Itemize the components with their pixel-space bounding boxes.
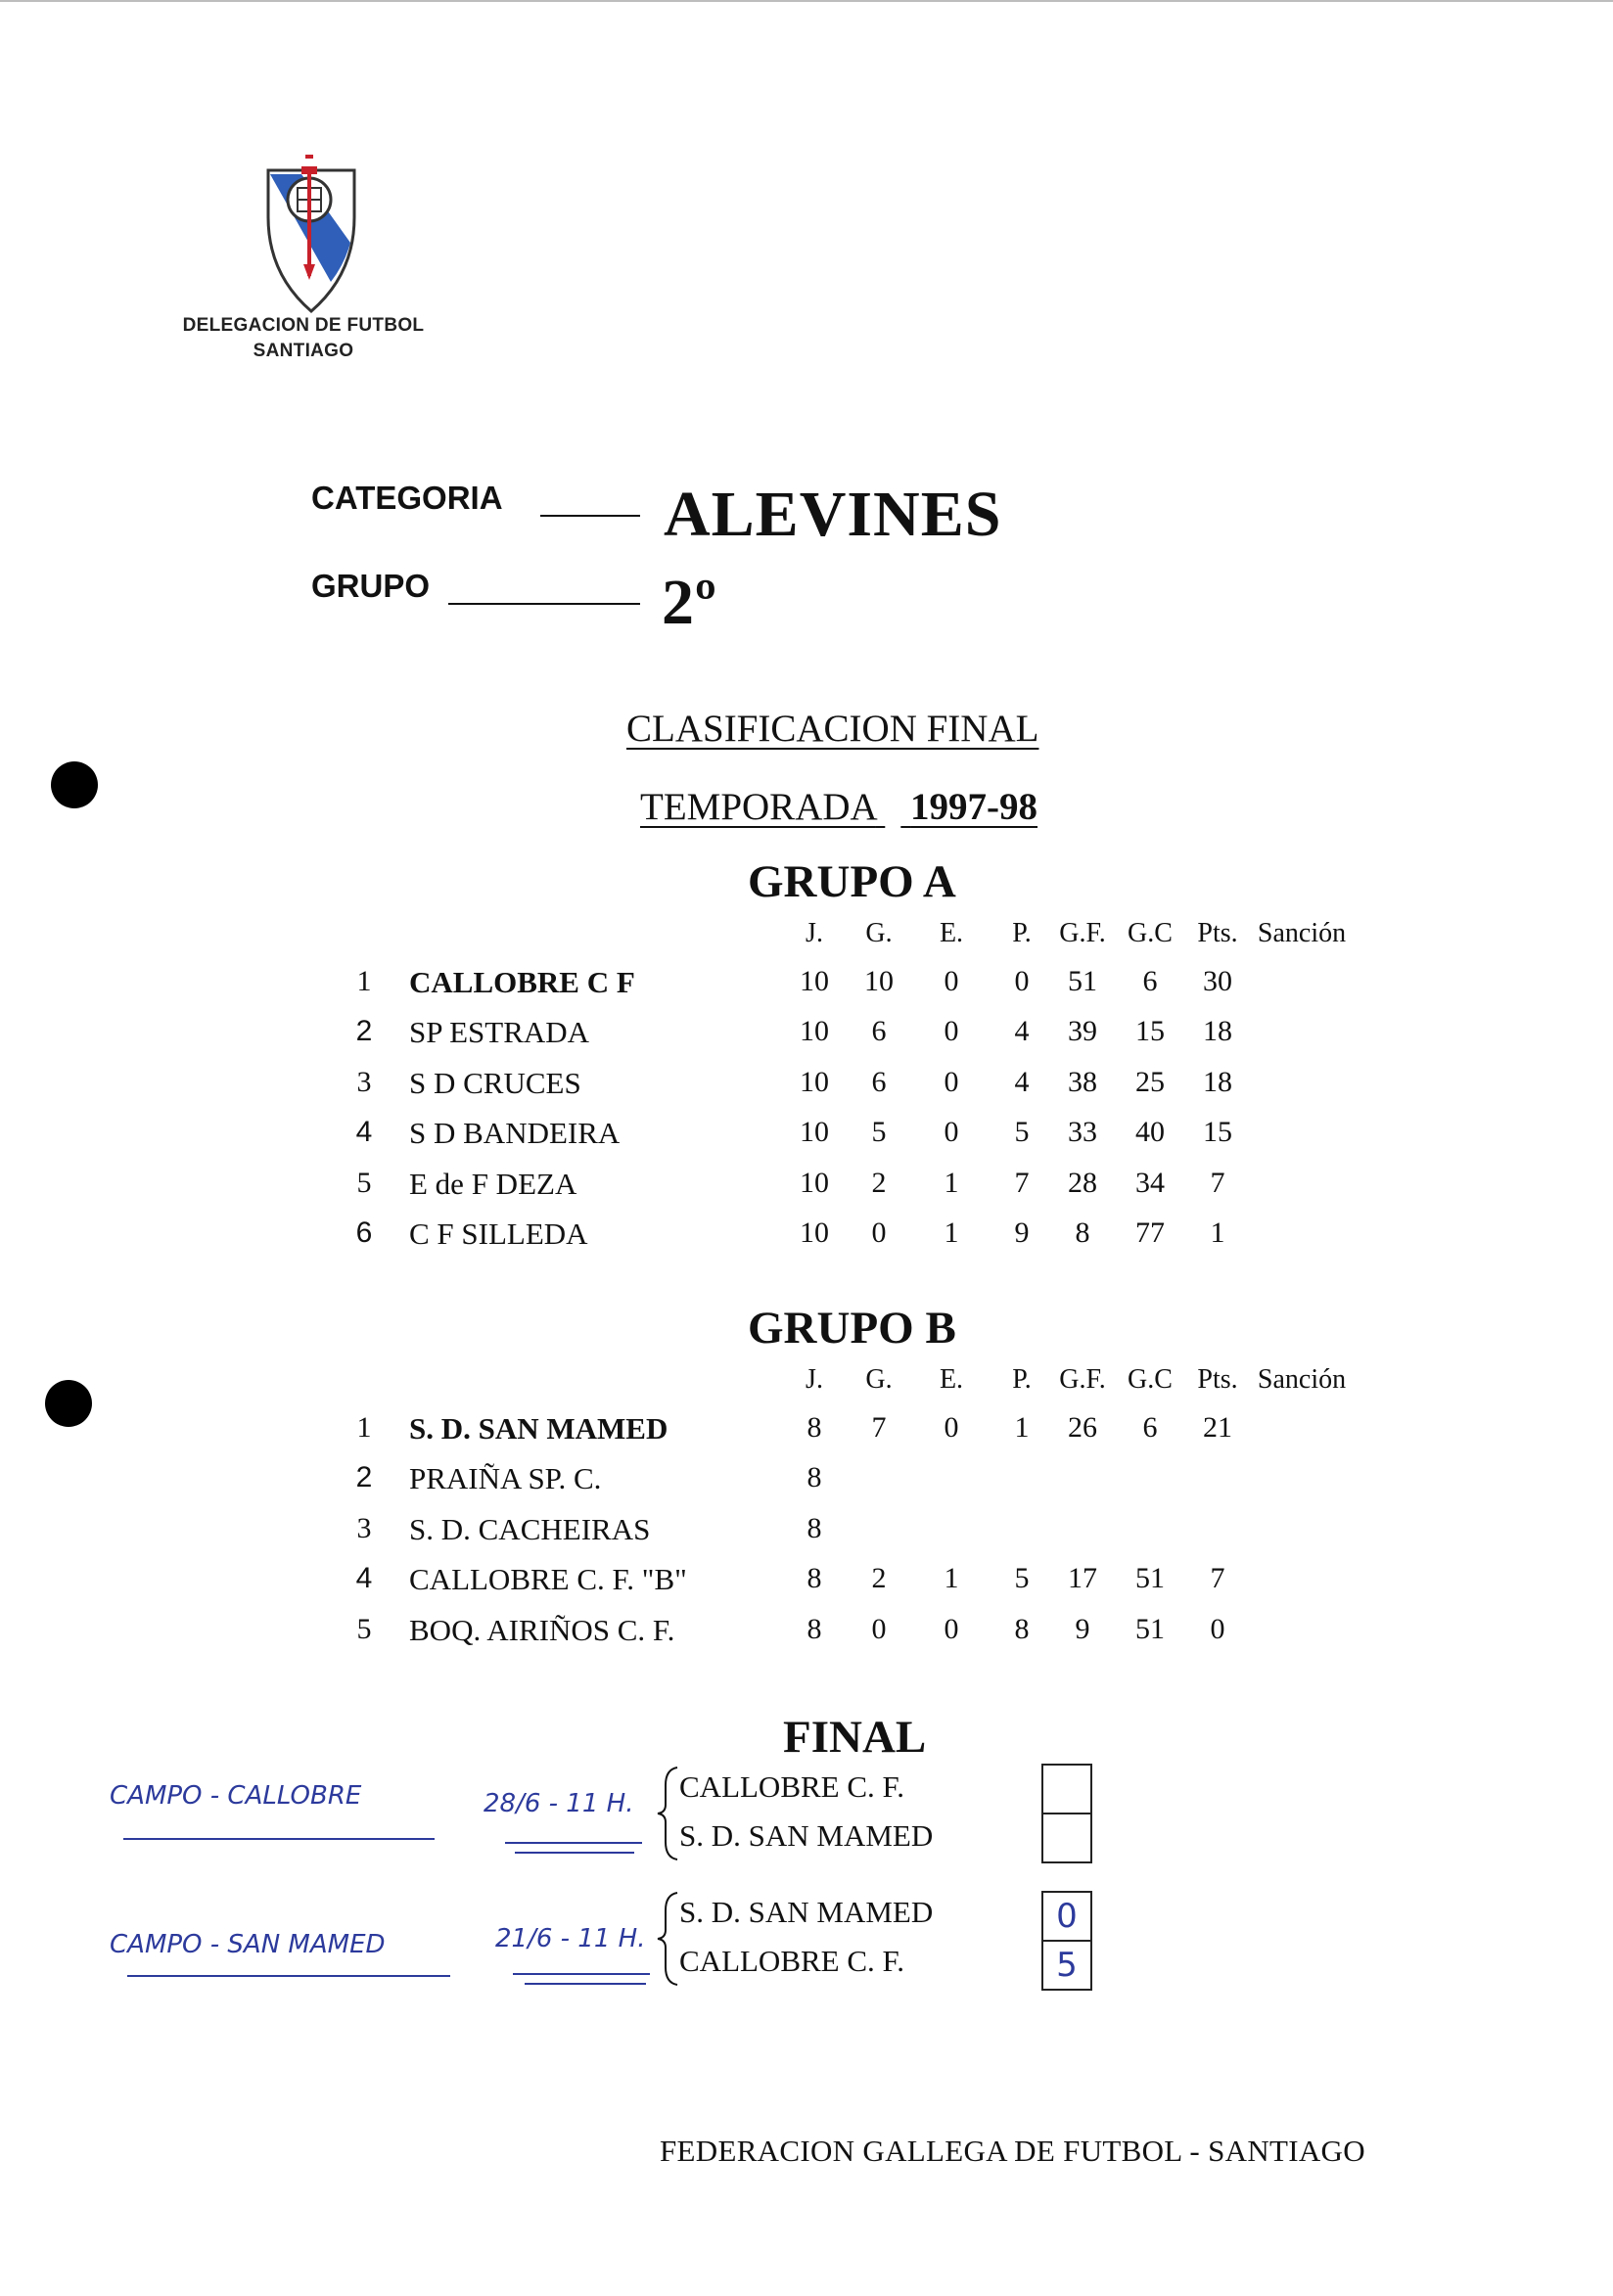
group-b-position: 5 [356, 1612, 372, 1645]
group-a-lost-cell: 4 [1014, 1015, 1030, 1048]
categoria-label: CATEGORIA [311, 480, 503, 516]
group-b-drawn-cell: 1 [944, 1562, 959, 1595]
match-1-away-team: S. D. SAN MAMED [679, 1818, 934, 1853]
group-a-goals-for-cell: 51 [1068, 965, 1097, 997]
match-2-date-underline-2 [525, 1983, 646, 1985]
group-a-col-header-5: G.F. [1059, 918, 1106, 948]
final-title: FINAL [783, 1712, 927, 1763]
group-a-played-cell: 10 [800, 1217, 829, 1249]
grupo-value: 2º [662, 567, 717, 638]
group-b-position: 3 [356, 1511, 372, 1544]
group-a-points-cell: 30 [1203, 965, 1232, 997]
match-1-home-team: CALLOBRE C. F. [679, 1769, 905, 1804]
classification-title: CLASIFICACION FINAL [626, 708, 1039, 750]
group-b-team-name: CALLOBRE C. F. "B" [409, 1562, 687, 1597]
group-b-team-name: PRAIÑA SP. C. [409, 1461, 602, 1496]
group-b-goals-for-cell: 17 [1068, 1562, 1097, 1595]
group-a-position: 2 [355, 1015, 373, 1048]
group-b-won-cell: 2 [871, 1562, 887, 1595]
group-a-position: 4 [355, 1116, 373, 1149]
group-a-col-header-6: G.C [1128, 918, 1173, 948]
group-a-drawn-cell: 1 [944, 1217, 959, 1249]
delegation-line-1: DELEGACION DE FUTBOL [182, 315, 425, 336]
group-b-goals-for-cell: 26 [1068, 1411, 1097, 1444]
group-a-lost-cell: 7 [1014, 1166, 1030, 1199]
group-a-won-cell: 2 [871, 1166, 887, 1199]
group-a-goals-against-cell: 40 [1135, 1116, 1165, 1149]
group-b-col-header-2: G. [865, 1364, 893, 1395]
group-a-won-cell: 5 [871, 1116, 887, 1149]
group-b-goals-for-cell: 9 [1075, 1612, 1090, 1645]
group-b-won-cell: 7 [871, 1411, 887, 1444]
group-b-position: 4 [355, 1562, 373, 1595]
group-b-drawn-cell: 0 [944, 1612, 959, 1645]
match-2-brace [656, 1891, 679, 1987]
delegation-line-2: SANTIAGO [253, 341, 354, 361]
group-b-played-cell: 8 [806, 1411, 822, 1444]
group-b-drawn-cell: 0 [944, 1411, 959, 1444]
group-a-position: 3 [356, 1065, 372, 1098]
group-a-points-cell: 18 [1203, 1015, 1232, 1048]
grupo-label: GRUPO [311, 568, 431, 604]
group-a-lost-cell: 0 [1014, 965, 1030, 997]
match-2-home-score-box: 0 [1041, 1891, 1092, 1942]
group-a-played-cell: 10 [800, 1166, 829, 1199]
group-a-team-name: E de F DEZA [409, 1166, 577, 1201]
group-b-won-cell: 0 [871, 1612, 887, 1645]
punch-hole-bottom [45, 1380, 92, 1427]
group-a-won-cell: 6 [871, 1015, 887, 1048]
group-a-goals-for-cell: 28 [1068, 1166, 1097, 1199]
match-1-date-underline-2 [515, 1852, 634, 1854]
group-a-drawn-cell: 0 [944, 1065, 959, 1098]
group-a-position: 1 [356, 965, 372, 997]
group-a-drawn-cell: 0 [944, 965, 959, 997]
group-a-goals-against-cell: 77 [1135, 1217, 1165, 1249]
group-a-position: 5 [356, 1166, 372, 1199]
federation-crest-logo [262, 149, 360, 313]
punch-hole-top [51, 761, 98, 808]
match-2-date-underline [513, 1973, 650, 1975]
group-a-won-cell: 6 [871, 1065, 887, 1098]
group-a-goals-for-cell: 33 [1068, 1116, 1097, 1149]
group-a-team-name: S D BANDEIRA [409, 1116, 621, 1151]
match-1-venue-underline [123, 1838, 435, 1840]
group-a-col-header-4: P. [1012, 918, 1032, 948]
grupo-underline [448, 603, 640, 605]
group-a-lost-cell: 5 [1014, 1116, 1030, 1149]
group-a-team-name: C F SILLEDA [409, 1217, 588, 1251]
group-a-title: GRUPO A [748, 856, 956, 907]
season-value: 1997-98 [910, 786, 1038, 828]
match-1-venue: CAMPO - CALLOBRE [110, 1781, 362, 1811]
group-b-team-name: S. D. CACHEIRAS [409, 1511, 651, 1546]
group-b-points-cell: 0 [1210, 1612, 1225, 1645]
group-b-lost-cell: 5 [1014, 1562, 1030, 1595]
group-a-drawn-cell: 1 [944, 1166, 959, 1199]
categoria-underline [540, 515, 640, 517]
group-b-played-cell: 8 [806, 1511, 822, 1544]
match-2-home-team: S. D. SAN MAMED [679, 1895, 934, 1929]
group-a-lost-cell: 9 [1014, 1217, 1030, 1249]
group-b-col-header-1: J. [806, 1364, 823, 1395]
group-a-drawn-cell: 0 [944, 1015, 959, 1048]
group-a-goals-against-cell: 6 [1142, 965, 1158, 997]
group-a-drawn-cell: 0 [944, 1116, 959, 1149]
group-a-played-cell: 10 [800, 1015, 829, 1048]
group-b-col-header-7: Pts. [1197, 1364, 1238, 1395]
group-b-col-header-3: E. [939, 1364, 964, 1395]
group-a-team-name: S D CRUCES [409, 1065, 581, 1100]
match-1-date-underline [505, 1842, 642, 1844]
group-a-points-cell: 1 [1210, 1217, 1225, 1249]
group-a-points-cell: 7 [1210, 1166, 1225, 1199]
group-b-goals-against-cell: 51 [1135, 1612, 1165, 1645]
group-b-col-header-6: G.C [1128, 1364, 1173, 1395]
group-b-col-header-4: P. [1012, 1364, 1032, 1395]
match-2-away-team: CALLOBRE C. F. [679, 1944, 905, 1978]
group-a-goals-for-cell: 38 [1068, 1065, 1097, 1098]
group-a-played-cell: 10 [800, 1065, 829, 1098]
group-a-goals-against-cell: 34 [1135, 1166, 1165, 1199]
season-label: TEMPORADA [640, 786, 876, 828]
match-2-venue-underline [127, 1975, 450, 1977]
group-b-played-cell: 8 [806, 1461, 822, 1494]
group-b-played-cell: 8 [806, 1612, 822, 1645]
delegation-name [147, 313, 460, 364]
group-a-team-name: SP ESTRADA [409, 1015, 590, 1050]
group-a-lost-cell: 4 [1014, 1065, 1030, 1098]
group-a-col-header-7: Pts. [1197, 918, 1238, 948]
group-a-col-header-1: J. [806, 918, 823, 948]
group-b-lost-cell: 8 [1014, 1612, 1030, 1645]
season-line [640, 785, 1037, 829]
match-1-brace [656, 1766, 679, 1861]
match-1-datetime: 28/6 - 11 H. [484, 1789, 634, 1818]
group-a-team-name: CALLOBRE C F [409, 965, 635, 999]
match-1-away-score-box [1041, 1813, 1092, 1863]
group-b-position: 1 [356, 1411, 372, 1444]
group-a-played-cell: 10 [800, 1116, 829, 1149]
match-2-away-score-box: 5 [1041, 1940, 1092, 1991]
group-b-col-header-8: Sanción [1257, 1364, 1347, 1395]
match-2-venue: CAMPO - SAN MAMED [110, 1930, 386, 1959]
group-a-goals-for-cell: 39 [1068, 1015, 1097, 1048]
group-a-col-header-3: E. [939, 918, 964, 948]
group-a-points-cell: 15 [1203, 1116, 1232, 1149]
group-b-goals-against-cell: 6 [1142, 1411, 1158, 1444]
group-a-points-cell: 18 [1203, 1065, 1232, 1098]
group-b-team-name: BOQ. AIRIÑOS C. F. [409, 1612, 675, 1647]
group-a-col-header-8: Sanción [1257, 918, 1347, 948]
group-a-goals-against-cell: 15 [1135, 1015, 1165, 1048]
group-a-won-cell: 10 [864, 965, 894, 997]
group-b-points-cell: 7 [1210, 1562, 1225, 1595]
group-a-goals-against-cell: 25 [1135, 1065, 1165, 1098]
group-a-goals-for-cell: 8 [1075, 1217, 1090, 1249]
group-a-position: 6 [355, 1217, 373, 1249]
group-b-played-cell: 8 [806, 1562, 822, 1595]
group-b-col-header-5: G.F. [1059, 1364, 1106, 1395]
group-b-team-name: S. D. SAN MAMED [409, 1411, 668, 1446]
group-b-points-cell: 21 [1203, 1411, 1232, 1444]
group-a-played-cell: 10 [800, 965, 829, 997]
group-b-lost-cell: 1 [1014, 1411, 1030, 1444]
footer-federation: FEDERACION GALLEGA DE FUTBOL - SANTIAGO [660, 2134, 1365, 2168]
group-b-goals-against-cell: 51 [1135, 1562, 1165, 1595]
group-a-col-header-2: G. [865, 918, 893, 948]
categoria-value: ALEVINES [664, 479, 1002, 550]
match-2-datetime: 21/6 - 11 H. [495, 1924, 646, 1953]
match-1-home-score-box [1041, 1764, 1092, 1814]
group-b-title: GRUPO B [748, 1303, 956, 1354]
group-b-position: 2 [355, 1461, 373, 1494]
group-a-won-cell: 0 [871, 1217, 887, 1249]
